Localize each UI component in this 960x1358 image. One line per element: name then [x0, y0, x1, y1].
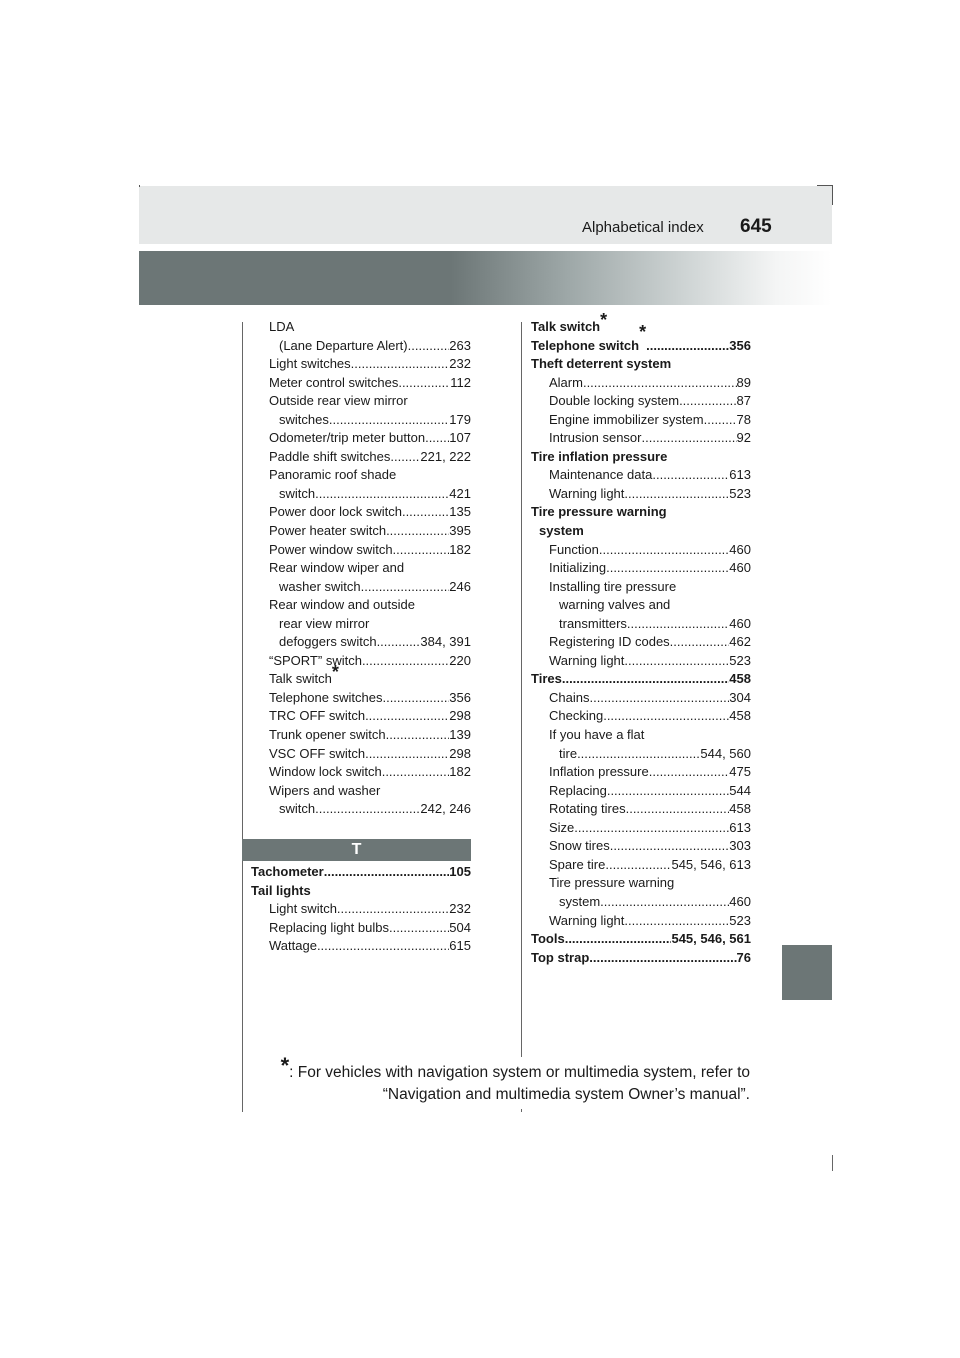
entry-label: transmitters	[559, 615, 627, 631]
entry-label: If you have a flat	[549, 727, 645, 743]
entry-page: 613	[729, 467, 751, 483]
entry-page: 105	[449, 864, 471, 879]
index-entry	[251, 374, 471, 393]
dot-leader	[626, 800, 730, 819]
entry-page: 460	[729, 893, 751, 909]
entry-page: 221, 222	[420, 448, 471, 464]
dot-leader	[351, 355, 450, 374]
entry-page: 458	[729, 671, 751, 687]
entry-page: 112	[450, 374, 471, 390]
entry-label: switch	[279, 801, 316, 817]
entry-label: Replacing light bulbs	[269, 919, 389, 935]
dot-leader	[382, 689, 449, 708]
entry-label: Tire inflation pressure	[531, 448, 668, 464]
entry-page: 544, 560	[700, 745, 751, 761]
index-entry	[531, 763, 751, 782]
entry-page: 544	[729, 782, 751, 798]
right-margin-rule	[832, 1155, 833, 1171]
entry-label: Light switches	[269, 356, 351, 372]
entry-label: Installing tire pressure	[549, 578, 677, 594]
entry-label: Size	[549, 819, 575, 835]
index-entry	[531, 652, 751, 671]
dot-leader	[315, 800, 420, 819]
entry-page: 356	[449, 689, 471, 705]
bottom-mark	[521, 1109, 522, 1112]
dot-leader	[574, 819, 729, 838]
dot-leader	[624, 652, 729, 671]
entry-page: 263	[449, 337, 471, 353]
dot-leader	[679, 392, 736, 411]
entry-label: Paddle shift switches	[269, 448, 391, 464]
entry-page: 76	[736, 949, 751, 965]
index-column-left-t	[251, 863, 471, 956]
entry-label: Tires	[531, 671, 562, 687]
dot-leader	[649, 763, 730, 782]
dot-leader	[402, 503, 449, 522]
entry-label: Trunk opener switch	[269, 727, 386, 743]
entry-page: 298	[449, 745, 471, 761]
index-entry	[531, 782, 751, 801]
dot-leader	[610, 837, 730, 856]
index-entry	[531, 522, 751, 541]
dot-leader	[577, 745, 700, 764]
index-entry	[251, 633, 471, 652]
dot-leader	[624, 485, 729, 504]
entry-page: 232	[449, 356, 471, 372]
entry-label: Rear window and outside	[269, 597, 415, 613]
entry-label: rear view mirror	[279, 615, 370, 631]
entry-page: 395	[449, 523, 471, 539]
dot-leader	[589, 949, 736, 968]
entry-page: 523	[729, 912, 751, 928]
dot-leader	[652, 466, 729, 485]
index-entry	[251, 485, 471, 504]
entry-label: Power heater switch	[269, 523, 387, 539]
entry-label: Rotating tires	[549, 801, 626, 817]
entry-label: Warning light	[549, 485, 625, 501]
entry-label: TRC OFF switch	[269, 708, 366, 724]
entry-label: Panoramic roof shade	[269, 467, 397, 483]
entry-page: 107	[449, 430, 471, 446]
footnote-asterisk: *	[331, 662, 339, 683]
index-entry	[251, 863, 471, 882]
entry-label: Tire pressure warning	[549, 875, 675, 891]
index-entry	[531, 578, 751, 597]
footnote-asterisk: *	[280, 1053, 290, 1078]
entry-label: system	[539, 523, 584, 539]
entry-label: Light switch	[269, 901, 337, 917]
entry-page: 232	[449, 901, 471, 917]
index-entry	[531, 503, 751, 522]
entry-label: Wattage	[269, 938, 317, 954]
entry-label: Window lock switch	[269, 764, 382, 780]
entry-page: 421	[449, 485, 471, 501]
entry-page: 139	[449, 727, 471, 743]
dot-leader	[389, 919, 449, 938]
index-entry	[251, 937, 471, 956]
entry-page: 523	[729, 485, 751, 501]
index-entry	[251, 429, 471, 448]
entry-label: “SPORT” switch	[269, 652, 362, 668]
dot-leader	[324, 863, 450, 882]
dot-leader	[565, 930, 672, 949]
index-entry	[251, 541, 471, 560]
entry-label: Top strap	[531, 949, 590, 965]
index-column-right	[531, 310, 751, 967]
column-divider	[521, 322, 522, 1057]
footnote-line-2: “Navigation and multimedia system Owner’s manual”.	[382, 1086, 750, 1103]
index-entry	[531, 429, 751, 448]
dot-leader	[398, 374, 450, 393]
page-number: 645	[740, 216, 772, 237]
entry-page: 615	[449, 938, 471, 954]
dot-leader	[600, 893, 729, 912]
dot-leader	[670, 633, 730, 652]
dot-leader	[627, 615, 729, 634]
index-entry	[531, 670, 751, 689]
index-entry	[531, 819, 751, 838]
entry-label: defoggers switch	[279, 634, 377, 650]
entry-label: Power window switch	[269, 541, 393, 557]
entry-label: (Lane Departure Alert)	[279, 337, 408, 353]
entry-label: Checking	[549, 708, 604, 724]
index-entry	[251, 522, 471, 541]
dot-leader	[646, 337, 729, 356]
index-entry	[531, 745, 751, 764]
entry-page: 523	[729, 652, 751, 668]
entry-page: 462	[729, 634, 751, 650]
dot-leader	[599, 541, 729, 560]
index-entry	[531, 411, 751, 430]
index-entry	[251, 662, 471, 689]
dot-leader	[329, 411, 449, 430]
index-entry	[531, 874, 751, 893]
entry-label: Tire pressure warning	[531, 504, 667, 520]
index-entry	[531, 392, 751, 411]
header-title: Alphabetical index	[582, 219, 704, 236]
entry-page: 303	[729, 838, 751, 854]
entry-label: Function	[549, 541, 599, 557]
entry-page: 92	[736, 430, 751, 446]
entry-label: washer switch	[279, 578, 361, 594]
dot-leader	[605, 856, 671, 875]
index-entry	[251, 900, 471, 919]
entry-label: tire	[559, 745, 578, 761]
crop-mark-top-right	[832, 185, 833, 205]
footnote-asterisk: *	[600, 310, 608, 330]
entry-label: Tachometer	[251, 864, 324, 879]
index-entry	[531, 615, 751, 634]
entry-page: 220	[449, 652, 471, 668]
dot-leader	[624, 912, 729, 931]
dot-leader	[386, 522, 449, 541]
dot-leader	[583, 374, 737, 393]
index-entry	[251, 411, 471, 430]
index-entry	[531, 559, 751, 578]
entry-label: Outside rear view mirror	[269, 393, 408, 409]
entry-label: Power door lock switch	[269, 504, 402, 520]
entry-page: 242, 246	[420, 801, 471, 817]
entry-label: VSC OFF switch	[269, 745, 366, 761]
dot-leader	[704, 411, 737, 430]
entry-page: 304	[729, 689, 751, 705]
index-entry	[251, 355, 471, 374]
entry-label: Chains	[549, 689, 590, 705]
index-column-left	[251, 318, 471, 819]
dot-leader	[607, 782, 729, 801]
index-entry	[251, 882, 471, 901]
index-entry	[531, 448, 751, 467]
index-entry	[531, 800, 751, 819]
index-entry	[251, 448, 471, 467]
dot-leader	[393, 541, 450, 560]
index-entry	[531, 355, 751, 374]
index-entry	[531, 689, 751, 708]
left-margin-rule	[242, 322, 243, 1112]
entry-label: Spare tire	[549, 856, 606, 872]
footnote-asterisk: *	[639, 321, 647, 342]
entry-page: 298	[449, 708, 471, 724]
index-entry	[251, 578, 471, 597]
dot-leader	[362, 652, 449, 671]
entry-page: 460	[729, 541, 751, 557]
entry-page: 545, 546, 561	[671, 931, 751, 947]
dot-leader	[603, 707, 729, 726]
index-entry	[251, 919, 471, 938]
dot-leader	[365, 745, 449, 764]
index-entry	[531, 541, 751, 560]
entry-label: Tail lights	[251, 882, 311, 898]
entry-label: Odometer/trip meter button	[269, 430, 426, 446]
entry-page: 182	[449, 541, 471, 557]
dot-leader	[337, 900, 449, 919]
index-entry	[531, 466, 751, 485]
dot-leader	[377, 633, 421, 652]
entry-label: Telephone switches	[269, 689, 383, 705]
section-letter-band: T	[242, 839, 471, 861]
index-entry	[531, 837, 751, 856]
index-entry	[531, 707, 751, 726]
index-entry	[251, 800, 471, 819]
index-entry	[251, 652, 471, 671]
entry-page: 384, 391	[420, 634, 471, 650]
entry-label: Tools	[531, 931, 565, 947]
index-entry	[251, 596, 471, 615]
entry-label: switches	[279, 411, 329, 427]
entry-label: Initializing	[549, 560, 607, 576]
dot-leader	[562, 670, 729, 689]
entry-label: Engine immobilizer system	[549, 411, 704, 427]
entry-page: 87	[736, 393, 751, 409]
entry-label: Telephone switch	[531, 337, 640, 353]
entry-label: Alarm	[549, 374, 583, 390]
entry-label: Inflation pressure	[549, 764, 649, 780]
entry-page: 504	[449, 919, 471, 935]
index-entry	[251, 763, 471, 782]
footnote	[280, 1053, 750, 1106]
index-entry	[251, 745, 471, 764]
header-band	[139, 186, 832, 244]
index-entry	[531, 374, 751, 393]
index-entry	[251, 559, 471, 578]
entry-label: Warning light	[549, 652, 625, 668]
dot-leader	[408, 337, 450, 356]
index-entry	[531, 596, 751, 615]
entry-label: Warning light	[549, 912, 625, 928]
index-entry	[531, 930, 751, 949]
dot-leader	[382, 763, 450, 782]
index-entry	[531, 633, 751, 652]
entry-label: Meter control switches	[269, 374, 399, 390]
entry-page: 613	[729, 819, 751, 835]
index-entry	[251, 392, 471, 411]
index-entry	[531, 893, 751, 912]
entry-label: Talk switch	[531, 319, 601, 334]
entry-page: 356	[729, 337, 751, 353]
entry-label: system	[559, 893, 601, 909]
index-entry	[251, 689, 471, 708]
dot-leader	[606, 559, 729, 578]
entry-label: Talk switch	[269, 671, 332, 687]
crop-mark-top-left	[139, 185, 140, 187]
entry-label: Replacing	[549, 782, 607, 798]
index-entry	[251, 466, 471, 485]
entry-label: switch	[279, 485, 316, 501]
dot-leader	[386, 726, 450, 745]
index-entry	[251, 318, 471, 337]
entry-label: Intrusion sensor	[549, 430, 642, 446]
dot-leader	[425, 429, 449, 448]
entry-page: 135	[449, 504, 471, 520]
index-entry	[251, 726, 471, 745]
entry-page: 545, 546, 613	[671, 856, 751, 872]
index-entry	[531, 856, 751, 875]
entry-label: Theft deterrent system	[531, 356, 672, 372]
entry-label: Rear window wiper and	[269, 560, 405, 576]
footnote-text-1: : For vehicles with navigation system or multimedia system, refer to	[289, 1064, 750, 1081]
section-thumb-tab	[782, 945, 832, 1000]
entry-page: 458	[729, 801, 751, 817]
index-entry	[531, 485, 751, 504]
entry-page: 182	[449, 764, 471, 780]
entry-page: 89	[736, 374, 751, 390]
entry-page: 458	[729, 708, 751, 724]
entry-label: Registering ID codes	[549, 634, 670, 650]
footnote-line-1	[280, 1053, 750, 1084]
dot-leader	[317, 937, 449, 956]
entry-label: Maintenance data	[549, 467, 653, 483]
index-entry	[531, 949, 751, 968]
dot-leader	[315, 485, 449, 504]
header-gradient-bar	[139, 251, 832, 305]
dot-leader	[642, 429, 737, 448]
entry-page: 246	[449, 578, 471, 594]
crop-mark-top-right-h	[817, 185, 832, 186]
entry-label: Double locking system	[549, 393, 680, 409]
index-entry	[531, 726, 751, 745]
index-entry	[251, 782, 471, 801]
entry-page: 460	[729, 560, 751, 576]
index-entry	[251, 707, 471, 726]
entry-label: LDA	[269, 319, 295, 334]
entry-label: Snow tires	[549, 838, 610, 854]
index-entry	[531, 912, 751, 931]
entry-page: 460	[729, 615, 751, 631]
entry-page: 475	[729, 764, 751, 780]
entry-page: 78	[736, 411, 751, 427]
entry-page: 179	[449, 411, 471, 427]
dot-leader	[361, 578, 450, 597]
index-entry	[251, 337, 471, 356]
entry-label: warning valves and	[559, 597, 671, 613]
dot-leader	[390, 448, 420, 467]
entry-label: Wipers and washer	[269, 782, 381, 798]
index-entry	[251, 615, 471, 634]
dot-leader	[365, 707, 449, 726]
dot-leader	[589, 689, 729, 708]
index-entry	[251, 503, 471, 522]
